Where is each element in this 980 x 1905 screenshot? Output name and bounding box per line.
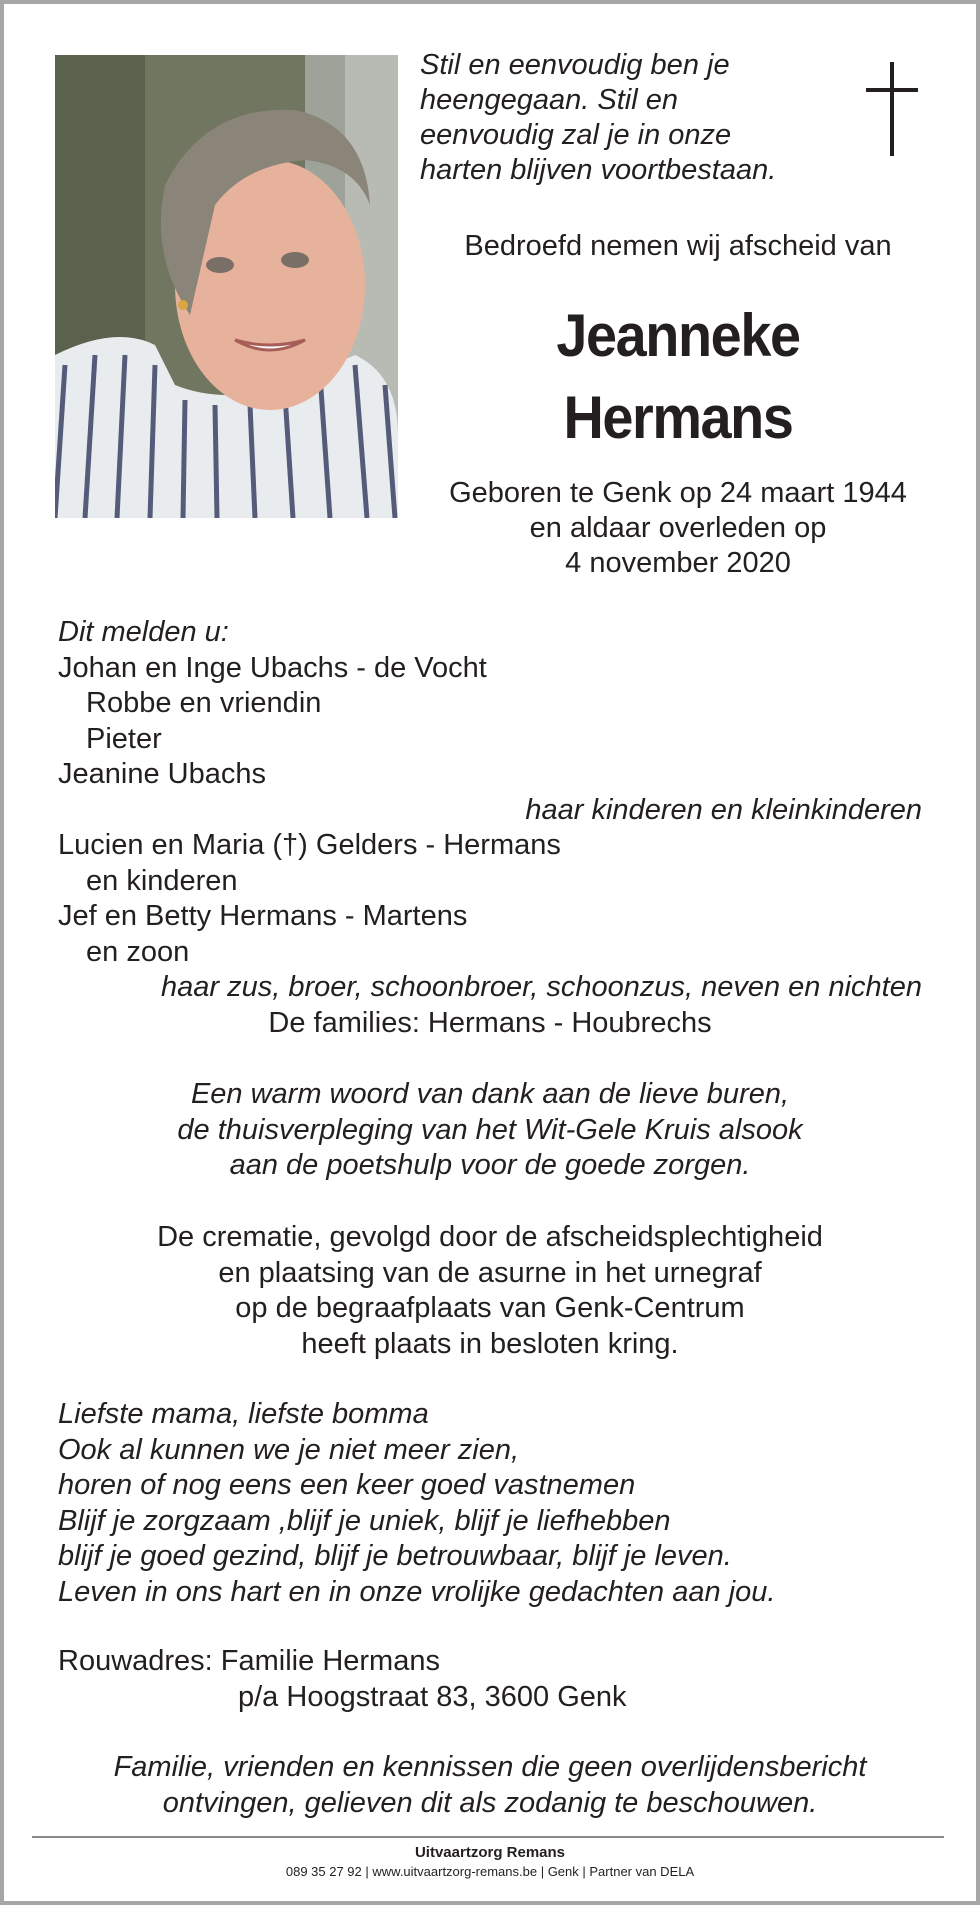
thanks-line: de thuisverpleging van het Wit-Gele Kruis alsook [177, 1113, 803, 1146]
family-relation: haar kinderen en kleinkinderen [525, 793, 922, 826]
family-heading: Dit melden u: [58, 616, 229, 648]
funeral-home-name: Uitvaartzorg Remans [414, 1844, 566, 1861]
closing-poem [58, 1397, 922, 1610]
ceremony-line: De crematie, gevolgd door de afscheidsplechtigheid [157, 1221, 823, 1253]
family-line: Pieter [86, 722, 162, 755]
date-line: en aldaar overleden op [529, 512, 827, 544]
poem-line: Ook al kunnen we je niet meer zien, [58, 1433, 520, 1466]
address-line: p/a Hoogstraat 83, 3600 Genk [238, 1680, 627, 1713]
family-line: Robbe en vriendin [86, 687, 322, 719]
family-line: De families: Hermans - Houbrechs [268, 1006, 712, 1039]
family-line: en zoon [86, 935, 190, 968]
intro-text: Bedroefd nemen wij afscheid van [464, 230, 892, 262]
family-list [58, 615, 922, 1041]
cross-icon [860, 58, 920, 158]
thanks-text [58, 1077, 922, 1184]
family-line: en kinderen [86, 864, 238, 897]
funeral-home-contact: 089 35 27 92 | www.uitvaartzorg-remans.be | Genk | Partner van DELA [285, 1864, 695, 1879]
poem-line: Leven in ons hart en in onze vrolijke gedachten aan jou. [58, 1575, 776, 1608]
address-line: Rouwadres: Familie Hermans [58, 1645, 440, 1677]
mourning-address [58, 1644, 922, 1715]
poem-line: Liefste mama, liefste bomma [58, 1398, 429, 1430]
first-name: Jeanneke [556, 302, 800, 369]
family-line: Johan en Inge Ubachs - de Vocht [58, 651, 487, 684]
opening-poem [420, 48, 840, 188]
poem-line: eenvoudig zal je in onze [420, 119, 732, 151]
date-line: Geboren te Genk op 24 maart 1944 [449, 477, 907, 509]
thanks-line: Een warm woord van dank aan de lieve buren, [190, 1078, 790, 1110]
ceremony-line: en plaatsing van de asurne in het urnegraf [218, 1256, 762, 1289]
ceremony-line: heeft plaats in besloten kring. [301, 1327, 679, 1360]
family-line: Lucien en Maria (†) Gelders - Hermans [58, 829, 561, 861]
birth-death-dates [418, 476, 938, 581]
deceased-name [436, 295, 920, 459]
ceremony-text [58, 1220, 922, 1362]
last-name: Hermans [563, 384, 793, 451]
poem-line: horen of nog eens een keer goed vastnemen [58, 1469, 636, 1501]
notice-text [58, 1750, 922, 1821]
family-relation: haar zus, broer, schoonbroer, schoonzus, neven en nichten [161, 971, 922, 1003]
poem-line: harten blijven voortbestaan. [420, 154, 777, 186]
family-line: Jef en Betty Hermans - Martens [58, 900, 468, 932]
notice-line: ontvingen, gelieven dit als zodanig te beschouwen. [162, 1786, 818, 1819]
ceremony-line: op de begraafplaats van Genk-Centrum [235, 1292, 745, 1324]
notice-line: Familie, vrienden en kennissen die geen overlijdensbericht [113, 1751, 867, 1783]
family-line: Jeanine Ubachs [58, 758, 266, 790]
footer-divider [32, 1836, 944, 1838]
poem-line: Blijf je zorgzaam ,blijf je uniek, blijf je liefhebben [58, 1504, 671, 1537]
poem-line: blijf je goed gezind, blijf je betrouwbaar, blijf je leven. [58, 1540, 732, 1572]
poem-line: heengegaan. Stil en [420, 84, 678, 116]
thanks-line: aan de poetshulp voor de goede zorgen. [229, 1149, 751, 1181]
portrait-photo [55, 55, 398, 518]
poem-line: Stil en eenvoudig ben je [420, 49, 730, 81]
date-line: 4 november 2020 [565, 547, 791, 579]
